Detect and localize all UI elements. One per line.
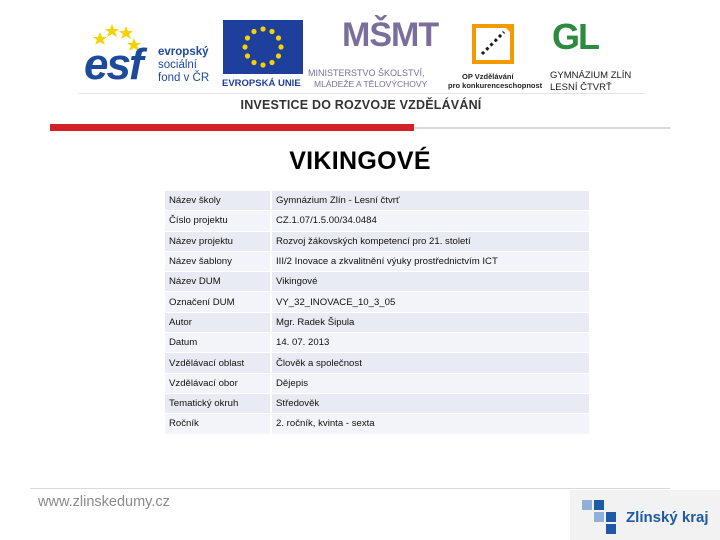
table-row (165, 292, 589, 312)
row-value: 14. 07. 2013 (271, 333, 589, 353)
row-value: 2. ročník, kvinta - sexta (271, 414, 589, 434)
info-table (165, 191, 589, 435)
op-logo (446, 18, 546, 94)
zlinsky-kraj-logo (570, 490, 720, 540)
row-value: Mgr. Radek Šipula (271, 312, 589, 332)
row-label: Datum (165, 333, 271, 353)
row-value: CZ.1.07/1.5.00/34.0484 (271, 211, 589, 231)
region-logo-text: Zlínský kraj (626, 509, 709, 526)
msmt-line-2: MLÁDEŽE A TĚLOVÝCHOVY (314, 79, 428, 89)
esf-mark: esf (84, 40, 142, 89)
school-mark: GL (552, 16, 598, 57)
row-value: Vikingové (271, 272, 589, 292)
row-value: VY_32_INOVACE_10_3_05 (271, 292, 589, 312)
table-row (165, 353, 589, 373)
table-row (165, 231, 589, 251)
school-line-2: LESNÍ ČTVRŤ (550, 82, 612, 93)
footer-url-link[interactable]: www.zlinskedumy.cz (38, 494, 170, 510)
row-label: Název projektu (165, 231, 271, 251)
table-row (165, 373, 589, 393)
row-value: Člověk a společnost (271, 353, 589, 373)
row-label: Název školy (165, 191, 271, 211)
esf-line-1: evropský (158, 46, 209, 58)
row-label: Autor (165, 312, 271, 332)
row-value: Dějepis (271, 373, 589, 393)
row-label: Číslo projektu (165, 211, 271, 231)
eu-logo (222, 20, 304, 92)
slide-title: VIKINGOVÉ (289, 147, 431, 175)
row-label: Označení DUM (165, 292, 271, 312)
red-accent-line (50, 124, 414, 131)
msmt-logo (308, 16, 446, 94)
op-line-2: pro konkurenceschopnost (448, 81, 543, 90)
row-label: Název DUM (165, 272, 271, 292)
row-label: Vzdělávací obor (165, 373, 271, 393)
esf-line-2: sociální (158, 59, 197, 71)
row-value: Gymnázium Zlín - Lesní čtvrť (271, 191, 589, 211)
gray-accent-line (414, 127, 670, 129)
region-squares-icon (582, 500, 622, 534)
banner-divider (78, 93, 644, 94)
msmt-line-1: MINISTERSTVO ŠKOLSTVÍ, (308, 68, 425, 78)
row-label: Název šablony (165, 251, 271, 271)
op-line-1: OP Vzdělávání (462, 72, 514, 81)
footer-divider (30, 488, 670, 489)
op-arrows-icon (468, 18, 520, 68)
table-row (165, 312, 589, 332)
eu-flag-icon (223, 20, 303, 74)
banner-tagline: INVESTICE DO ROZVOJE VZDĚLÁVÁNÍ (240, 98, 482, 112)
esf-line-3: fond v ČR (158, 72, 210, 84)
table-row (165, 191, 589, 211)
school-line-1: GYMNÁZIUM ZLÍN (550, 70, 632, 81)
table-row (165, 393, 589, 413)
row-label: Tematický okruh (165, 393, 271, 413)
row-value: III/2 Inovace a zkvalitnění výuky prostřednictvím ICT (271, 251, 589, 271)
school-logo (550, 16, 642, 92)
row-value: Středověk (271, 393, 589, 413)
table-row (165, 211, 589, 231)
logo-banner (78, 8, 644, 120)
row-value: Rozvoj žákovských kompetencí pro 21. století (271, 231, 589, 251)
table-row (165, 333, 589, 353)
row-label: Vzdělávací oblast (165, 353, 271, 373)
msmt-mark: MŠMT (342, 16, 439, 54)
table-row (165, 272, 589, 292)
esf-logo (82, 18, 210, 89)
table-row (165, 414, 589, 434)
row-label: Ročník (165, 414, 271, 434)
eu-label: EVROPSKÁ UNIE (222, 78, 301, 89)
table-row (165, 251, 589, 271)
